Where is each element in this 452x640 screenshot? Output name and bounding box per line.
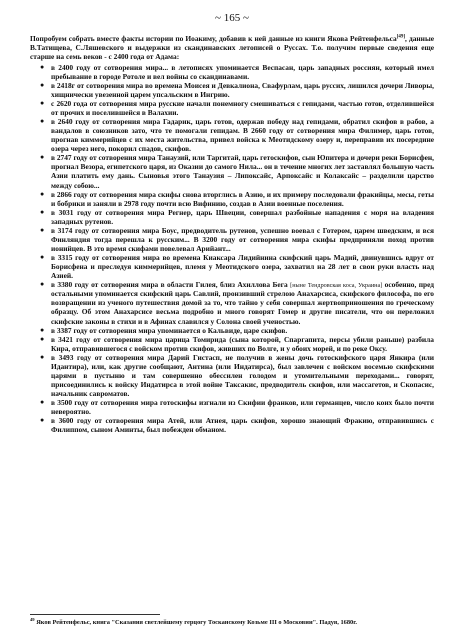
list-item: ● в 3174 году от сотворения мира Боус, предводитель рутенов, успешно воевал с Готером, царем шведским, и вся Финляндия тогда перешла к русским... В 3200 году от сотворения мира скифы предприняли поход против ионийцев. В это время скифами повелевал Арийант... bbox=[40, 225, 434, 253]
footnote-reference[interactable]: [49] bbox=[396, 34, 406, 40]
list-item: ● в 3380 году от сотворения мира в области Гилея, близ Ахиллова Бега [ныне Тендровская коса, Украина] особенно, пред остальными упоминается скифский царь Савлий, пронзивший стрелою Анахарсиса, скифского философа, по его возвращении из ученого путешествия домой за то, что тайно у себя совершал жертвоприношения по греческому образцу. Об этом Анахарсисе весьма подробно и много говорят Гомер и другие писатели, что он переложил скифские законы в стихи и в Афинах славился у Солона своей ученостью. bbox=[40, 279, 434, 326]
footnote-divider bbox=[30, 614, 160, 615]
list-item: ● с 2620 года от сотворения мира русские начали понемногу смешиваться с гепидами, частью готов, отделившейся от прочих и поселившейся в Валахии. bbox=[40, 99, 434, 118]
list-item: ● в 2400 году от сотворения мира... в летописях упоминается Веспасан, царь западных россиян, который имел пребывание в городе Ротоле и вел войны со скандинавами. bbox=[40, 63, 434, 82]
list-item: ● в 3031 году от сотворения мира Регнер, царь Швеции, совершал разбойные нападения с моря на владения западных рутенов. bbox=[40, 207, 434, 226]
bullet-icon: ● bbox=[40, 334, 45, 343]
bracket-note: [ныне Тендровская коса, Украина] bbox=[290, 281, 383, 289]
footnote-marker: 49 bbox=[30, 617, 35, 622]
bullet-icon: ● bbox=[40, 325, 45, 334]
bullet-icon: ● bbox=[40, 207, 45, 216]
list-item: ● в 3600 году от сотворения мира Атей, или Атнея, царь скифов, хорошо знающий Фракию, отправившись с Филиппом, сыном Аминты, был побежден обманом. bbox=[40, 415, 434, 434]
bullet-icon: ● bbox=[40, 189, 45, 198]
list-item: ● в 2640 году от сотворения мира Гадарик, царь готов, одержав победу над гепидами, обратил скифов в рабов, а вандалов в союзников зато, что те помогали гепидам. В 2660 году от сотворения мира Филимер, царь готов, прогнав киммерийцев с их места жительства, привел войска к Меотидскому озеру и, переправив их посередине озера через него, покорил спадов, скифов. bbox=[40, 117, 434, 154]
bullet-icon: ● bbox=[40, 352, 45, 361]
bullet-icon: ● bbox=[40, 63, 45, 72]
intro-text: Попробуем собрать вместе факты истории по Иоакиму, добавив к ней данные из книги Якова Рейтенфельса bbox=[30, 34, 397, 43]
chronology-list bbox=[30, 63, 434, 434]
bullet-icon: ● bbox=[40, 225, 45, 234]
bullet-icon: ● bbox=[40, 81, 45, 90]
page-number: ~ 165 ~ bbox=[215, 12, 249, 24]
list-item: ● в 2418г от сотворения мира во времена Моисея и Девкалиона, Свафурлам, царь руссих, лишился дочери Ливоры, хищнически увезенной царем упсальским в Ингрию. bbox=[40, 81, 434, 100]
list-item: ● в 3387 году от сотворения мира упоминается о Кальвиде, царе скифов. bbox=[40, 325, 288, 335]
bullet-icon: ● bbox=[40, 279, 45, 288]
bullet-icon: ● bbox=[40, 117, 45, 126]
list-item: ● в 3500 году от сотворения мира готоскифы изгнали из Скифии франков, или германцев, число коих было почти невероятно. bbox=[40, 397, 434, 416]
list-item: ● в 2747 году от сотворения мира Танаузий, или Таргитай, царь гетоскифов, сын Юпитера и дочери реки Борисфен, прогнал Везора, египетского царя, из Оказии до самого Нила... он в течение многих лет заставлял большую часть Азии платить ему дань. Сыновья этого Танаузия – Липоксайс, Арпоксайс и Колаксайс – разделили царство между собою... bbox=[40, 153, 434, 190]
footnote bbox=[30, 617, 434, 627]
bullet-icon: ● bbox=[40, 397, 45, 406]
bullet-icon: ● bbox=[40, 252, 45, 261]
list-item: ● в 2866 году от сотворения мира скифы снова вторглись в Азию, и их примеру последовали фракийцы, месы, геты и бобрики и заняли в 2978 году почти всю Вифинию, создав в Азии военные поселения. bbox=[40, 189, 434, 208]
intro-paragraph bbox=[30, 34, 434, 61]
list-item: ● в 3421 году от сотворения мира царица Томирида (сына которой, Спаргапита, персы убили раньше) разбила Кира, отправившегося с войском против скифов, живших по Волге, и у обоих морей, и по реке Оксу. bbox=[40, 334, 434, 353]
bullet-icon: ● bbox=[40, 99, 45, 108]
list-item: ● в 3493 году от сотворения мира Дарий Гистасп, не получив в жены дочь готоскифского царя Янкира (или Идантира), или, как другие сообщают, Антина (или Индатирса), был завлечен с войском восемью скифскими царями в пустыню и там совершенно обессилен голодом и утомительными переходами... говорят, присоединились к войску Индатирса в этой войне Таксакис, предводитель скифов, или массагетов, и Скопасис, начальник савроматов. bbox=[40, 352, 434, 398]
footnote-text: Яков Рейтенфельс, книга "Сказания светлейшему герцогу Тосканскому Козьме III о Московии". Падуя, 1680г. bbox=[34, 619, 358, 627]
list-item: ● в 3315 году от сотворения мира во времена Киаксара Лидийнина скифский царь Мадий, двинувшись вдруг от Борисфена и преследуя киммерийцев, племя у Меотидского озера, захватил на 28 лет в свои руки власть над Азией. bbox=[40, 252, 434, 280]
intro-text-continued: , данные В.Татищева, С.Ляшевского и выдержки из скандинавских летописей о Руссах. Т.о. получим первые сведения еще старше на семь веков - с 2400 года от Адама: bbox=[30, 34, 434, 62]
bullet-icon: ● bbox=[40, 153, 45, 162]
bullet-icon: ● bbox=[40, 415, 45, 424]
